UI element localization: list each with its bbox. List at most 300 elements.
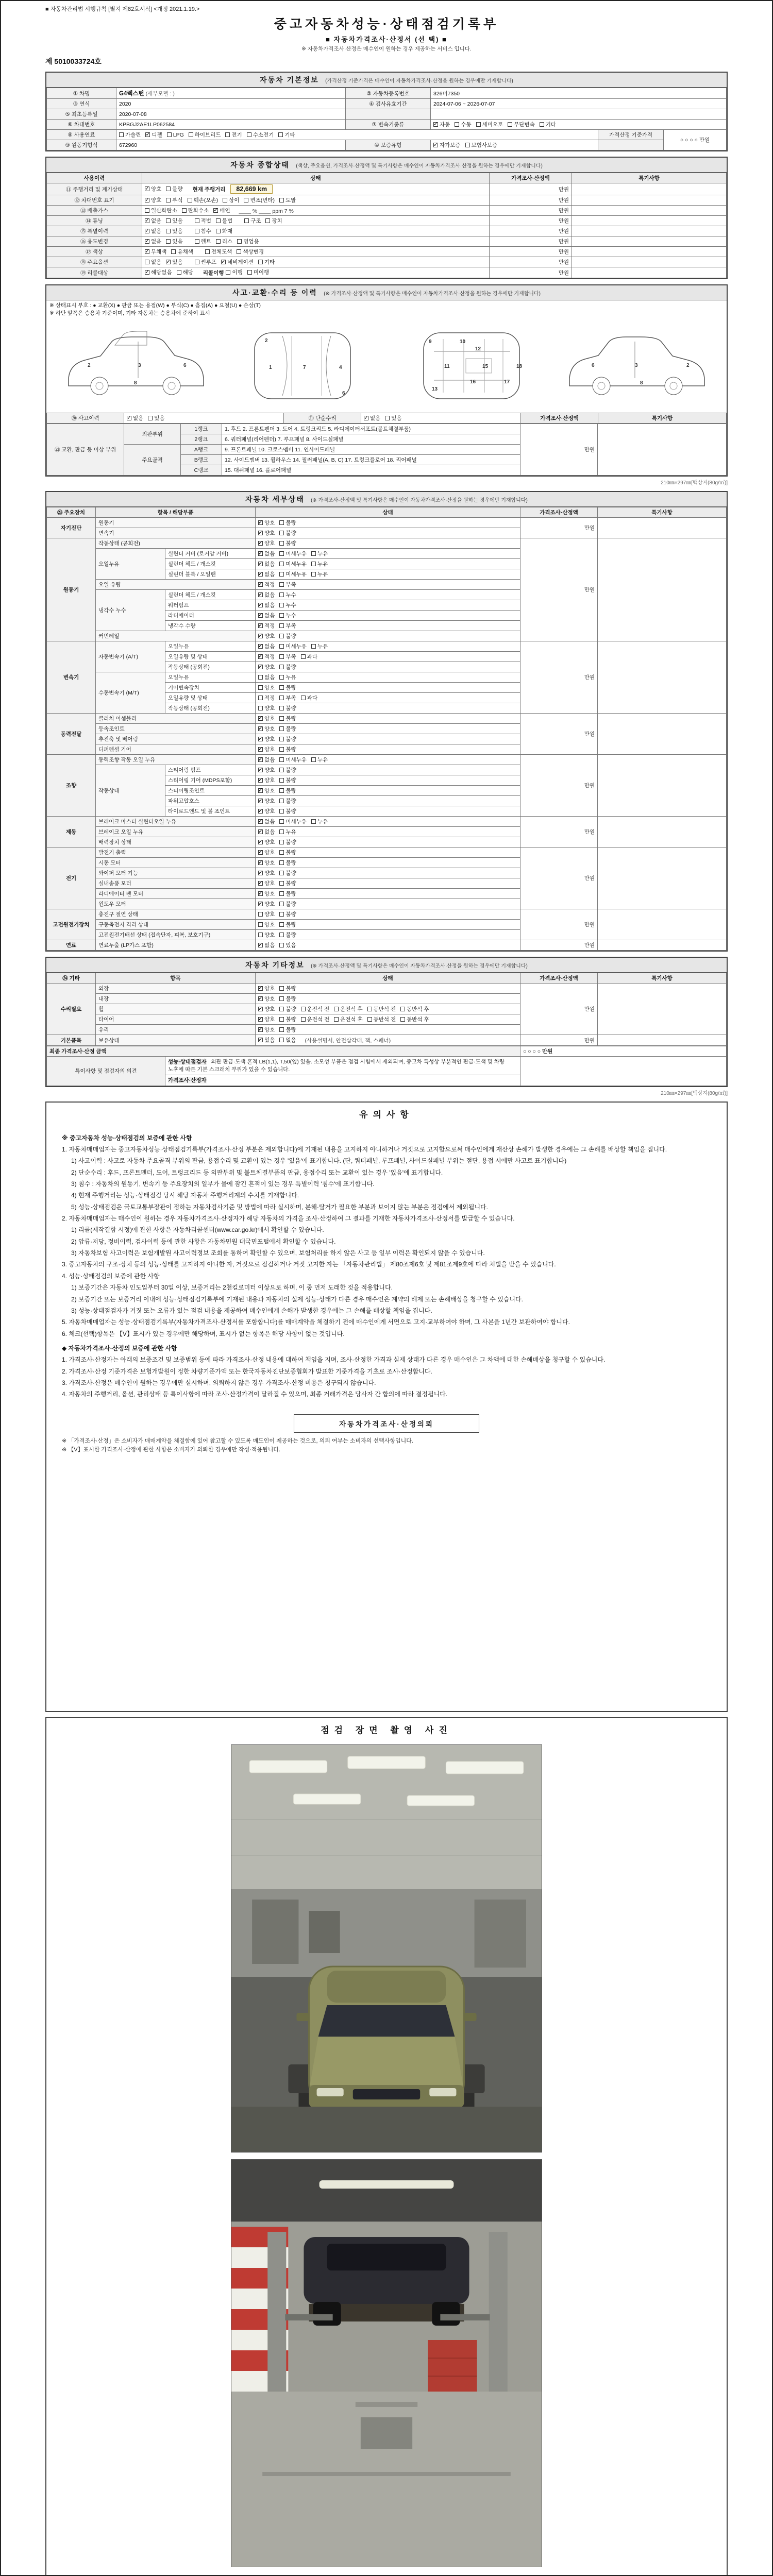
- section-overall-title: 자동차 종합상태: [230, 161, 290, 169]
- checkbox-unchecked[interactable]: [216, 238, 232, 245]
- checkbox-unchecked[interactable]: [540, 121, 556, 128]
- checkbox-unchecked[interactable]: [279, 663, 296, 671]
- checkbox-checked[interactable]: [258, 849, 275, 856]
- checkbox-unchecked[interactable]: [223, 196, 239, 204]
- checkbox-unchecked[interactable]: [279, 622, 296, 630]
- checkbox-label: 부족: [285, 582, 296, 588]
- checkbox-unchecked[interactable]: [279, 890, 296, 897]
- checkbox-unchecked[interactable]: [279, 642, 307, 650]
- checkbox-unchecked[interactable]: [455, 121, 471, 128]
- warranty-label: ⑩ 보증유형: [346, 140, 431, 150]
- checkbox-unchecked[interactable]: [311, 642, 328, 650]
- checkbox-checked[interactable]: [258, 1005, 275, 1013]
- checkbox-checked[interactable]: [258, 622, 275, 630]
- checkbox-label: 적정: [264, 654, 275, 660]
- checkbox-unchecked[interactable]: [237, 248, 264, 256]
- checkbox-unchecked[interactable]: [195, 238, 211, 245]
- checkbox-unchecked[interactable]: [195, 217, 211, 225]
- checkbox-unchecked[interactable]: [258, 910, 275, 918]
- state-cell: [256, 590, 520, 600]
- part-cell: 내장: [96, 994, 256, 1004]
- checkbox-unchecked[interactable]: [476, 121, 503, 128]
- checkbox-unchecked[interactable]: [279, 985, 296, 992]
- checkbox-unchecked[interactable]: [279, 673, 296, 681]
- section-misc-note: (※ 가격조사·산정액 및 특기사항은 매수인이 자동차가격조사·산정을 원하는 경우에만 기재합니다): [311, 963, 528, 970]
- checkbox-label: 불량: [285, 860, 296, 867]
- checkbox-checked[interactable]: [258, 725, 275, 733]
- checkbox-label: 부식: [172, 197, 183, 204]
- checkbox-unchecked[interactable]: [279, 869, 296, 877]
- checkbox-checked[interactable]: [221, 258, 254, 266]
- checkbox-icon: [455, 122, 459, 127]
- checkbox-unchecked[interactable]: [225, 131, 242, 139]
- checkbox-unchecked[interactable]: [265, 217, 282, 225]
- checkbox-label: 미세누유: [285, 757, 307, 764]
- checkbox-checked[interactable]: [258, 995, 275, 1003]
- checkbox-unchecked[interactable]: [279, 828, 296, 836]
- checkbox-unchecked[interactable]: [166, 238, 182, 245]
- warranty-options: [431, 140, 598, 150]
- checkbox-checked[interactable]: [145, 185, 161, 193]
- part-cell: 변속기: [96, 528, 256, 538]
- checkbox-checked[interactable]: [258, 797, 275, 805]
- checkbox-checked[interactable]: [258, 632, 275, 640]
- checkbox-unchecked[interactable]: [279, 879, 296, 887]
- checkbox-checked[interactable]: [258, 581, 275, 588]
- note-cell: [572, 206, 727, 216]
- checkbox-checked[interactable]: [258, 601, 275, 609]
- checkbox-unchecked[interactable]: [279, 745, 296, 753]
- checkbox-icon: [119, 132, 124, 137]
- checkbox-icon: [216, 239, 221, 244]
- checkbox-checked[interactable]: [258, 869, 275, 877]
- checkbox-checked[interactable]: [145, 131, 162, 139]
- amount-cell: 만원: [520, 1035, 598, 1046]
- checkbox-label: 하이브리드: [194, 132, 221, 138]
- checkbox-unchecked[interactable]: [279, 1036, 296, 1044]
- checkbox-label: 수소전기: [253, 132, 274, 138]
- checkbox-icon: [279, 778, 284, 783]
- checkbox-unchecked[interactable]: [279, 756, 307, 764]
- checkbox-unchecked[interactable]: [244, 217, 261, 225]
- checkbox-icon: [182, 208, 187, 213]
- checkbox-checked[interactable]: [258, 745, 275, 753]
- header-note: 특기사항: [598, 973, 727, 984]
- checkbox-unchecked[interactable]: [279, 725, 296, 733]
- checkbox-unchecked[interactable]: [177, 268, 193, 276]
- checkbox-unchecked[interactable]: [188, 196, 219, 204]
- checkbox-checked[interactable]: [258, 859, 275, 867]
- check-group: [145, 260, 188, 266]
- device-cell: 기본품목: [47, 1035, 96, 1046]
- section-overall-note: (색상, 주요옵션, 가격조사·산정액 및 특기사항은 매수인이 자동차가격조사·산정을 원하는 경우에만 기재합니다): [296, 163, 543, 169]
- checkbox-icon: [258, 799, 263, 803]
- checkbox-label: 과다: [307, 654, 317, 660]
- state-cell: [256, 724, 520, 734]
- checkbox-label: 훼손(오손): [193, 197, 219, 204]
- checkbox-checked[interactable]: [145, 217, 161, 225]
- checkbox-unchecked[interactable]: [167, 132, 184, 138]
- checkbox-unchecked[interactable]: [189, 131, 221, 139]
- checkbox-unchecked[interactable]: [279, 601, 296, 609]
- checkbox-icon: [226, 270, 230, 275]
- checkbox-label: 해당: [182, 269, 193, 276]
- checkbox-icon: [258, 665, 263, 669]
- checkbox-unchecked[interactable]: [279, 560, 307, 568]
- checkbox-unchecked[interactable]: [279, 684, 296, 691]
- state-cell: [256, 662, 520, 672]
- table-row: [47, 195, 727, 206]
- checkbox-unchecked[interactable]: [301, 694, 317, 702]
- checkbox-checked[interactable]: [166, 258, 182, 266]
- checkbox-unchecked[interactable]: [247, 268, 269, 276]
- checkbox-label: 양호: [264, 664, 275, 671]
- usage-change-label: ⑯ 용도변경: [47, 236, 142, 247]
- checkbox-unchecked[interactable]: [145, 207, 177, 214]
- checkbox-icon: [279, 531, 284, 535]
- final-amount-label: 최종 가격조사·산정 금액: [47, 1046, 520, 1057]
- checkbox-checked[interactable]: [258, 890, 275, 897]
- checkbox-unchecked[interactable]: [279, 995, 296, 1003]
- checkbox-icon: [279, 933, 284, 937]
- amount-cell: 만원: [490, 267, 572, 278]
- checkbox-unchecked[interactable]: [279, 1026, 296, 1033]
- checkbox-icon: [258, 922, 263, 927]
- amount-cell: 만원: [520, 817, 598, 848]
- amount-cell: 만원: [490, 247, 572, 257]
- checkbox-label: 불법: [222, 218, 233, 224]
- checkbox-label: 불량: [285, 685, 296, 691]
- checkbox-icon: [301, 1017, 306, 1022]
- checkbox-checked[interactable]: [364, 414, 380, 422]
- diagram-part-number: 2: [265, 338, 268, 344]
- checkbox-unchecked[interactable]: [182, 207, 209, 214]
- checkbox-checked[interactable]: [258, 1026, 275, 1033]
- checkbox-checked[interactable]: [258, 828, 275, 836]
- checkbox-unchecked[interactable]: [334, 1015, 363, 1023]
- checkbox-icon: [279, 572, 284, 577]
- table-row: [47, 257, 727, 267]
- checkbox-icon: [279, 922, 284, 927]
- checkbox-unchecked[interactable]: [171, 248, 193, 256]
- checkbox-label: 양호: [264, 911, 275, 918]
- checkbox-unchecked[interactable]: [465, 141, 498, 149]
- rank-parts: 1. 후드 2. 프론트펜더 3. 도어 4. 트렁크리드 5. 라디에이터서포트(볼트체결부품): [222, 424, 520, 434]
- checkbox-unchecked[interactable]: [166, 217, 182, 225]
- checkbox-icon: [279, 562, 284, 566]
- accident-history-label: ⑳ 사고이력: [47, 413, 124, 423]
- checkbox-checked[interactable]: [258, 529, 275, 537]
- amount-cell: 만원: [490, 226, 572, 236]
- section-basic-info: [45, 72, 728, 151]
- checkbox-checked[interactable]: [258, 663, 275, 671]
- device-cell: 원동기: [47, 538, 96, 641]
- checkbox-unchecked[interactable]: [367, 1005, 396, 1013]
- checkbox-unchecked[interactable]: [301, 1015, 330, 1023]
- checkbox-icon: [279, 871, 284, 875]
- checkbox-label: 불량: [285, 736, 296, 743]
- amount-cell: 만원: [490, 216, 572, 226]
- checkbox-unchecked[interactable]: [279, 818, 307, 825]
- checkbox-unchecked[interactable]: [385, 414, 401, 422]
- checkbox-checked[interactable]: [145, 227, 161, 235]
- checkbox-unchecked[interactable]: [279, 529, 296, 537]
- checkbox-unchecked[interactable]: [279, 849, 296, 856]
- checkbox-unchecked[interactable]: [279, 570, 307, 578]
- checkbox-unchecked[interactable]: [226, 268, 242, 276]
- rank-label: 1랭크: [181, 424, 222, 434]
- checkbox-unchecked[interactable]: [279, 941, 296, 949]
- sub-part-cell: 기어변속장치: [165, 683, 256, 693]
- checkbox-checked[interactable]: [258, 985, 275, 992]
- checkbox-checked[interactable]: [258, 1036, 275, 1044]
- checkbox-label: 불량: [285, 839, 296, 846]
- checkbox-unchecked[interactable]: [279, 797, 296, 805]
- checkbox-label: 불량: [285, 850, 296, 856]
- checkbox-unchecked[interactable]: [301, 1005, 330, 1013]
- checkbox-label: 불량: [285, 996, 296, 1003]
- checkbox-icon: [279, 551, 284, 556]
- section-basic-header: [46, 73, 727, 88]
- special-history-label: ⑮ 특별이력: [47, 226, 142, 236]
- checkbox-unchecked[interactable]: [237, 238, 259, 245]
- checkbox-checked[interactable]: [258, 818, 275, 825]
- checkbox-unchecked[interactable]: [247, 131, 274, 139]
- checkbox-unchecked[interactable]: [258, 704, 275, 712]
- checkbox-label: 일산화탄소: [151, 208, 177, 214]
- checkbox-icon: [258, 840, 263, 844]
- checkbox-checked[interactable]: [258, 807, 275, 815]
- checkbox-icon: [279, 986, 284, 991]
- price-appraisal-request-box[interactable]: 자동차가격조사·산정의뢰: [294, 1414, 479, 1433]
- checkbox-label: 적정: [264, 623, 275, 630]
- checkbox-checked[interactable]: [258, 787, 275, 794]
- checkbox-checked[interactable]: [145, 248, 166, 256]
- checkbox-icon: [145, 239, 149, 244]
- checkbox-unchecked[interactable]: [279, 581, 296, 588]
- checkbox-unchecked[interactable]: [279, 612, 296, 619]
- checkbox-label: 양호: [264, 726, 275, 733]
- checkbox-unchecked[interactable]: [205, 248, 232, 256]
- checkbox-checked[interactable]: [258, 519, 275, 527]
- checkbox-unchecked[interactable]: [258, 931, 275, 939]
- checkbox-unchecked[interactable]: [258, 694, 275, 702]
- checkbox-unchecked[interactable]: [508, 121, 535, 128]
- checkbox-checked[interactable]: [258, 591, 275, 599]
- checkbox-checked[interactable]: [258, 941, 275, 949]
- checkbox-unchecked[interactable]: [258, 673, 275, 681]
- amount-cell: 만원: [520, 714, 598, 755]
- main-frame-label: 주요골격: [124, 445, 181, 476]
- checkbox-unchecked[interactable]: [279, 715, 296, 722]
- checkbox-icon: [258, 747, 263, 752]
- part-cell: 고전원전기배선 상태 (접속단자, 피복, 보호기구): [96, 930, 256, 940]
- checkbox-unchecked[interactable]: [279, 550, 307, 557]
- checkbox-unchecked[interactable]: [311, 756, 328, 764]
- device-cell: 변속기: [47, 641, 96, 714]
- checkbox-checked[interactable]: [213, 207, 230, 214]
- checkbox-unchecked[interactable]: [258, 921, 275, 928]
- section-accident-header: [46, 285, 727, 300]
- checkbox-label: 양호: [264, 633, 275, 640]
- checkbox-label: 없음: [264, 571, 275, 578]
- checkbox-icon: [279, 685, 284, 690]
- section-misc-info: [45, 957, 728, 1087]
- checkbox-unchecked[interactable]: [279, 900, 296, 908]
- checkbox-unchecked[interactable]: [279, 766, 296, 774]
- diagram-part-number: 17: [504, 379, 510, 385]
- checkbox-checked[interactable]: [258, 1015, 275, 1023]
- checkbox-icon: [279, 706, 284, 710]
- checkbox-unchecked[interactable]: [311, 818, 328, 825]
- checkbox-icon: [195, 218, 199, 223]
- note-cell: [598, 641, 727, 714]
- checkbox-checked[interactable]: [433, 121, 450, 128]
- checkbox-unchecked[interactable]: [145, 258, 161, 266]
- checkbox-unchecked[interactable]: [311, 550, 328, 557]
- checkbox-unchecked[interactable]: [258, 258, 275, 266]
- checkbox-unchecked[interactable]: [166, 196, 182, 204]
- header-state: 상태: [256, 507, 520, 518]
- checkbox-unchecked[interactable]: [258, 684, 275, 691]
- checkbox-icon: [279, 696, 284, 700]
- checkbox-checked[interactable]: [258, 550, 275, 557]
- checkbox-checked[interactable]: [258, 612, 275, 619]
- checkbox-unchecked[interactable]: [311, 570, 328, 578]
- notice-line: 3. 중고자동차의 구조·장치 등의 성능·상태를 고지하지 아니한 자, 거짓으로 점검하거나 거짓 고지한 자는 「자동차관리법」 제80조제6호 및 제81조제9호에 따라 처벌을 받을 수 있습니다.: [62, 1261, 556, 1268]
- checkbox-unchecked[interactable]: [279, 910, 296, 918]
- state-cell: [256, 672, 520, 683]
- checkbox-unchecked[interactable]: [244, 196, 275, 204]
- checkbox-unchecked[interactable]: [279, 196, 296, 204]
- check-group: [145, 218, 188, 225]
- checkbox-unchecked[interactable]: [279, 591, 296, 599]
- checkbox-label: 양호: [264, 1006, 275, 1013]
- checkbox-checked[interactable]: [145, 196, 161, 204]
- note-cell: [572, 195, 727, 206]
- checkbox-unchecked[interactable]: [279, 787, 296, 794]
- checkbox-unchecked[interactable]: [334, 1005, 363, 1013]
- diagram-part-number: 6: [342, 391, 345, 397]
- checkbox-unchecked[interactable]: [279, 807, 296, 815]
- engine-type-value: 672960: [116, 140, 346, 150]
- sub-part-cell: 오일유량 및 상태: [165, 652, 256, 662]
- checkbox-checked[interactable]: [145, 268, 172, 276]
- checkbox-unchecked[interactable]: [400, 1005, 429, 1013]
- checkbox-unchecked[interactable]: [148, 414, 164, 422]
- checkbox-icon: [258, 726, 263, 731]
- checkbox-unchecked[interactable]: [400, 1015, 429, 1023]
- checkbox-label: 적정: [264, 582, 275, 588]
- checkbox-unchecked[interactable]: [279, 838, 296, 846]
- checkbox-checked[interactable]: [258, 838, 275, 846]
- checkbox-icon: [258, 675, 263, 680]
- checkbox-icon: [508, 122, 512, 127]
- section-overall-header: [46, 158, 727, 173]
- notice-line: 5) 성능·상태점검은 국토교통부장관이 정하는 자동차검사기준 및 방법에 따라 실시하며, 분해·탈거가 필요한 부분과 보이지 않는 부분은 점검에서 제외됩니다.: [71, 1203, 488, 1211]
- checkbox-unchecked[interactable]: [166, 185, 182, 193]
- note-cell: [572, 267, 727, 278]
- checkbox-unchecked[interactable]: [279, 1015, 296, 1023]
- tuning-state: [142, 216, 490, 226]
- checkbox-label: 양호: [264, 767, 275, 774]
- checkbox-unchecked[interactable]: [367, 1015, 396, 1023]
- checkbox-checked[interactable]: [258, 756, 275, 764]
- diagram-part-number: 7: [303, 365, 306, 371]
- checkbox-label: 운전석 전: [307, 1016, 330, 1023]
- checkbox-checked[interactable]: [258, 539, 275, 547]
- state-cell: [256, 559, 520, 569]
- checkbox-checked[interactable]: [258, 715, 275, 722]
- checkbox-label: 적정: [264, 695, 275, 702]
- checkbox-unchecked[interactable]: [279, 776, 296, 784]
- notice-line: 1) 사고이력 : 사고로 자동차 주요골격 부위의 판금, 용접수리 및 교환이 있는 경우 '있음'에 표기합니다. (단, 쿼터패널, 루프패널, 사이드실패널 부위는 절단, 용접 시에만 사고로 표기합니다): [71, 1157, 567, 1165]
- checkbox-unchecked[interactable]: [195, 227, 211, 235]
- checkbox-unchecked[interactable]: [279, 653, 296, 660]
- checkbox-checked[interactable]: [258, 653, 275, 660]
- checkbox-unchecked[interactable]: [195, 258, 216, 266]
- checkbox-unchecked[interactable]: [279, 859, 296, 867]
- header-amount: 가격조사·산정액: [520, 973, 598, 984]
- diagram-part-number: 1: [269, 365, 272, 371]
- checkbox-icon: [258, 613, 263, 618]
- checkbox-unchecked[interactable]: [216, 217, 232, 225]
- checkbox-unchecked[interactable]: [279, 735, 296, 743]
- part-cell: 동력조향 작동 오일 누유: [96, 755, 256, 765]
- checkbox-checked[interactable]: [258, 900, 275, 908]
- checkbox-unchecked[interactable]: [279, 1005, 296, 1013]
- checkbox-checked[interactable]: [258, 735, 275, 743]
- checkbox-icon: [258, 737, 263, 741]
- checkbox-checked[interactable]: [258, 879, 275, 887]
- checkbox-icon: [145, 270, 149, 275]
- checkbox-icon: [258, 582, 263, 587]
- checkbox-label: 불량: [285, 747, 296, 753]
- checkbox-unchecked[interactable]: [279, 921, 296, 928]
- checkbox-label: 있음: [264, 1037, 275, 1044]
- checkbox-unchecked[interactable]: [216, 227, 232, 235]
- checkbox-unchecked[interactable]: [279, 632, 296, 640]
- checkbox-checked[interactable]: [258, 570, 275, 578]
- checkbox-unchecked[interactable]: [311, 560, 328, 568]
- state-cell: [256, 631, 520, 641]
- checkbox-checked[interactable]: [258, 560, 275, 568]
- checkbox-label: 불량: [285, 530, 296, 537]
- checkbox-unchecked[interactable]: [301, 653, 317, 660]
- checkbox-icon: [385, 416, 390, 420]
- checkbox-unchecked[interactable]: [279, 539, 296, 547]
- checkbox-checked[interactable]: [258, 776, 275, 784]
- checkbox-checked[interactable]: [433, 141, 461, 149]
- checkbox-unchecked[interactable]: [279, 519, 296, 527]
- table-row: [47, 413, 727, 423]
- checkbox-checked[interactable]: [145, 238, 161, 245]
- checkbox-label: 있음: [172, 239, 183, 245]
- checkbox-unchecked[interactable]: [278, 131, 295, 139]
- checkbox-checked[interactable]: [127, 414, 143, 422]
- checkbox-unchecked[interactable]: [166, 227, 182, 235]
- checkbox-unchecked[interactable]: [279, 704, 296, 712]
- checkbox-unchecked[interactable]: [279, 931, 296, 939]
- document-number: 제 5010033724호: [45, 57, 102, 65]
- checkbox-unchecked[interactable]: [279, 694, 296, 702]
- part-cell: 실내송풍 모터: [96, 878, 256, 889]
- checkbox-checked[interactable]: [258, 642, 275, 650]
- checkbox-checked[interactable]: [258, 766, 275, 774]
- checkbox-icon: [166, 198, 171, 202]
- table-row: [47, 538, 727, 549]
- checkbox-unchecked[interactable]: [119, 131, 141, 139]
